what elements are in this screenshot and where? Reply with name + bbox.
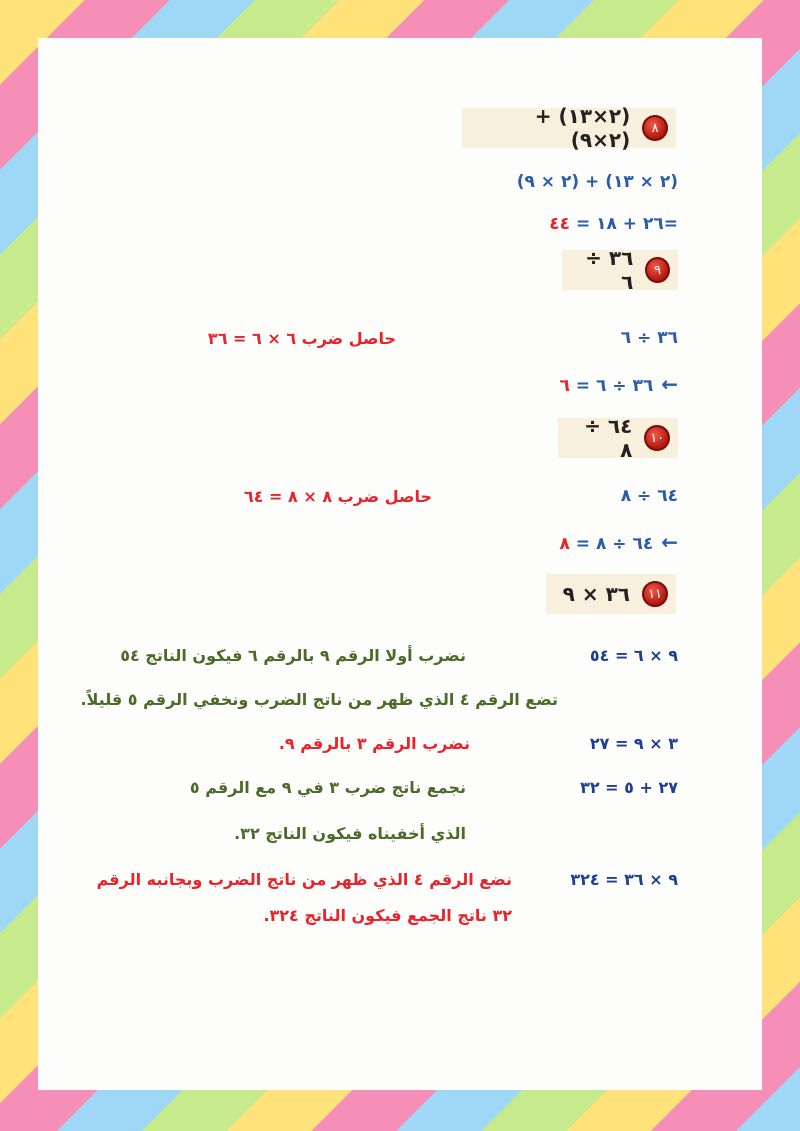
q8-result: ٤٤	[549, 214, 571, 234]
q9-step-2	[560, 372, 679, 396]
q11-explanation-3: نضرب الرقم ٣ بالرقم ٩.	[278, 734, 470, 753]
arrow-left-icon: ←	[661, 530, 678, 554]
worksheet-page	[38, 38, 762, 1090]
question-number-badge: ١٠	[644, 425, 670, 451]
q11-equation-4: ٩ × ٣٦ = ٣٢٤	[570, 870, 678, 889]
q10-step-2-expression: ٦٤ ÷ ٨ =	[569, 534, 654, 554]
q8-step-2-expression: =٢٦ + ١٨ =	[570, 214, 678, 234]
question-expression: ٣٦ × ٩	[562, 582, 630, 606]
question-number-badge: ١١	[642, 581, 668, 607]
q11-explanation-5: الذي أخفيناه فيكون الناتج ٣٢.	[234, 824, 466, 843]
question-9-box	[562, 246, 678, 294]
q11-equation-1: ٩ × ٦ = ٥٤	[589, 646, 678, 665]
q9-step-2-expression: ٣٦ ÷ ٦ =	[569, 376, 654, 396]
question-number-badge: ٩	[645, 257, 670, 283]
q10-step-1: ٦٤ ÷ ٨	[620, 486, 678, 506]
question-expression: (٢×١٣) + (٢×٩)	[534, 104, 631, 152]
q10-step-2	[560, 530, 679, 554]
q11-explanation-6: نضع الرقم ٤ الذي ظهر من ناتج الضرب وبجانبه الرقم	[96, 870, 512, 889]
q9-step-1: ٣٦ ÷ ٦	[620, 328, 678, 348]
q8-step-1: (٢ × ١٣) + (٢ × ٩)	[516, 172, 678, 192]
q11-explanation-1: نضرب أولا الرقم ٩ بالرقم ٦ فيكون الناتج ٥٤	[120, 646, 466, 665]
q11-equation-2: ٣ × ٩ = ٢٧	[589, 734, 678, 753]
q10-note: حاصل ضرب ٨ × ٨ = ٦٤	[243, 487, 432, 506]
q11-explanation-4: نجمع ناتج ضرب ٣ في ٩ مع الرقم ٥	[189, 778, 466, 797]
question-10-box	[558, 414, 678, 462]
question-expression: ٦٤ ÷ ٨	[584, 414, 633, 462]
arrow-left-icon: ←	[661, 372, 678, 396]
question-expression: ٣٦ ÷ ٦	[585, 246, 634, 294]
q11-explanation-7: ٣٢ ناتج الجمع فيكون الناتج ٣٢٤.	[263, 906, 512, 925]
q11-equation-3: ٢٧ + ٥ = ٣٢	[580, 778, 678, 797]
q11-explanation-2: تضع الرقم ٤ الذي ظهر من ناتج الضرب ونخفي الرقم ٥ قليلاً.	[80, 690, 558, 709]
question-8-box	[462, 104, 676, 152]
q9-note: حاصل ضرب ٦ × ٦ = ٣٦	[207, 329, 396, 348]
question-11-box	[546, 574, 676, 614]
q9-result: ٦	[559, 376, 570, 396]
q8-step-2	[549, 214, 678, 234]
question-number-badge: ٨	[642, 115, 668, 141]
q10-result: ٨	[559, 534, 570, 554]
